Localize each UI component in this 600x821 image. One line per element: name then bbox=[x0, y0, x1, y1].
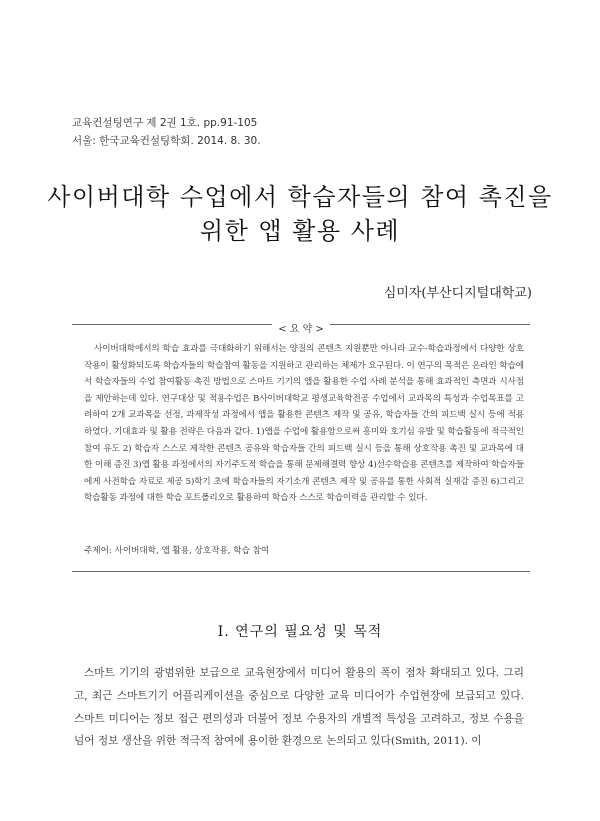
keywords: 주제어: 사이버대학, 앱 활용, 상호작용, 학습 참여 bbox=[84, 546, 270, 556]
journal-publisher: 서울: 한국교육컨설팅학회. 2014. 8. 30. bbox=[72, 135, 261, 147]
abstract-heading-label: < 요 약 > bbox=[272, 324, 330, 335]
abstract-text: 사이버대학에서의 학습 효과를 극대화하기 위해서는 양질의 콘텐츠 지원뿐만 아니라 교수-학습과정에서 다양한 상호작용이 활성화되도록 학습자들의 학습참여 활동을 지원하고 관리하는 체제가 요구된다. 이 연구의 목적은 온라인 학습에서 학습자들의 수업 참여활동 촉진 방법으로 스마트 기기의 앱을 활용한 수업 사례 분석을 통해 효과적인 측면과 시사점을 제안하는데 있다. 연구대상 및 적용수업은 B사이버대학교 평생교육학전공 수업에서 교과목의 특성과 수업목표를 고려하여 2개 교과목을 선정, 과제작성 과정에서 앱을 활용한 콘텐츠 제작 및 공유, 학습자들 간의 피드백 실시 등에 적용하였다. 기대효과 및 활용 전략은 다음과 같다. 1)앱을 수업에 활용함으로써 흥미와 호기심 유발 및 학습활동에 적극적인 참여 유도 2) 학습자 스스로 제작한 콘텐츠 공유와 학습자들 간의 피드백 실시 등을 통해 상호작용 촉진 및 교과목에 대한 이해 증진 3)앱 활용 과정에서의 자기주도적 학습을 통해 문제해결력 향상 4)선수학습용 콘텐츠를 제작하여 학습자들에게 사전학습 자료로 제공 5)학기 초에 학습자들의 자기소개 콘텐츠 제작 및 공유를 통한 사회적 실재감 증진 6)그리고 학습활동 과정에 대한 학습 포트폴리오로 활용하여 학습자 스스로 학습이력을 관리할 수 있다. bbox=[84, 344, 524, 504]
paper-title-line2: 위한 앱 활용 사례 bbox=[199, 217, 401, 245]
body-paragraph: 스마트 기기의 광범위한 보급으로 교육현장에서 미디어 활용의 폭이 점차 확대되고 있다. 그리고, 최근 스마트기기 어플리케이션을 중심으로 다양한 교육 미디어가 수업현장에 보급되고 있다. 스마트 미디어는 정보 접근 편의성과 더불어 정보 수용자의 개별적 특성을 고려하고, 정보 수용을 넘어 정보 생산을 위한 적극적 참여에 용이한 환경으로 논의되고 있다(Smith, 2011). 이 bbox=[74, 667, 524, 748]
abstract-heading bbox=[72, 317, 530, 336]
paper-title-line1: 사이버대학 수업에서 학습자들의 참여 촉진을 bbox=[47, 183, 553, 211]
journal-info bbox=[72, 114, 261, 150]
abstract-box bbox=[72, 324, 530, 572]
paper-title bbox=[40, 180, 560, 248]
author: 심미자(부산디지털대학교) bbox=[383, 286, 532, 301]
journal-citation: 교육컨설팅연구 제 2권 1호. pp.91-105 bbox=[72, 117, 258, 129]
section-title: Ⅰ. 연구의 필요성 및 목적 bbox=[217, 624, 383, 640]
